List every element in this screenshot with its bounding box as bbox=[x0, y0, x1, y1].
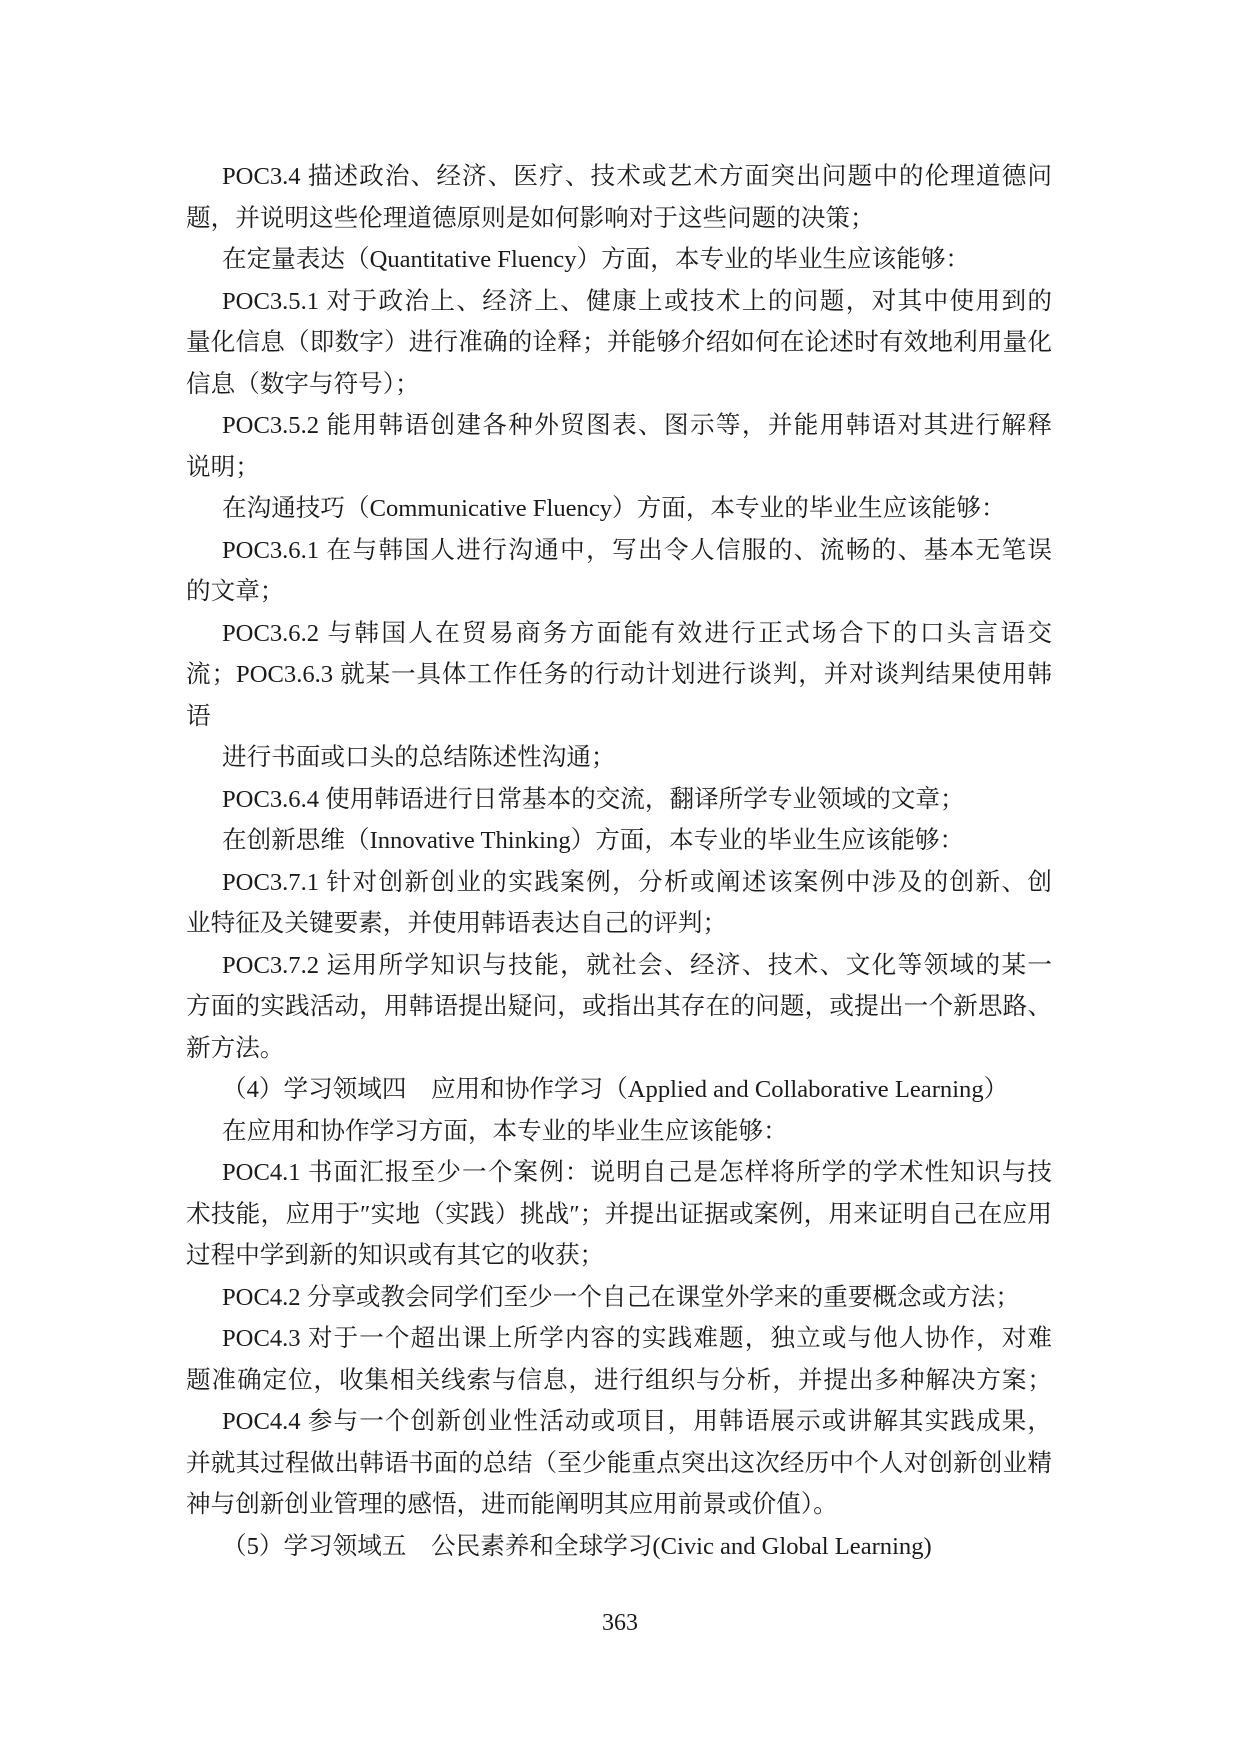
text-line: POC4.1 书面汇报至少一个案例：说明自己是怎样将所学的学术性知识与技 bbox=[222, 1159, 1052, 1186]
text-line: 方面的实践活动，用韩语提出疑问，或指出其存在的问题，或提出一个新思路、 bbox=[186, 993, 1052, 1020]
text-line: 神与创新创业管理的感悟，进而能阐明其应用前景或价值）。 bbox=[186, 1491, 838, 1518]
text-line: 新方法。 bbox=[186, 1034, 285, 1062]
text-line: （5）学习领域五 公民素养和全球学习(Civic and Global Learning) bbox=[222, 1532, 932, 1560]
text-line: 的文章； bbox=[186, 578, 285, 605]
text-line: 在定量表达（Quantitative Fluency）方面，本专业的毕业生应该能够： bbox=[222, 246, 971, 273]
text-line: 并就其过程做出韩语书面的总结（至少能重点突出这次经历中个人对创新创业精 bbox=[186, 1449, 1052, 1477]
text-line: 术技能，应用于″实地（实践）挑战″；并提出证据或案例，用来证明自己在应用 bbox=[186, 1200, 1052, 1228]
text-line: 题，并说明这些伦理道德原则是如何影响对于这些问题的决策； bbox=[186, 204, 875, 232]
text-line: POC3.6.1 在与韩国人进行沟通中，写出令人信服的、流畅的、基本无笔误 bbox=[222, 536, 1052, 564]
text-line: POC3.6.4 使用韩语进行日常基本的交流，翻译所学专业领域的文章； bbox=[222, 785, 965, 813]
text-line: POC3.7.1 针对创新创业的实践案例，分析或阐述该案例中涉及的创新、创 bbox=[222, 868, 1052, 896]
text-line: 在应用和协作学习方面，本专业的毕业生应该能够： bbox=[222, 1117, 788, 1145]
text-line: 进行书面或口头的总结陈述性沟通； bbox=[222, 744, 616, 771]
text-line: POC3.6.2 与韩国人在贸易商务方面能有效进行正式场合下的口头言语交 bbox=[222, 619, 1052, 647]
text-line: 题准确定位，收集相关线索与信息，进行组织与分析，并提出多种解决方案； bbox=[186, 1366, 1052, 1394]
text-line: POC3.5.2 能用韩语创建各种外贸图表、图示等，并能用韩语对其进行解释 bbox=[222, 412, 1052, 439]
text-line: （4）学习领域四 应用和协作学习（Applied and Collaborative Learning） bbox=[222, 1076, 1009, 1103]
document-body bbox=[186, 156, 1052, 1567]
text-line: 说明； bbox=[186, 453, 260, 481]
text-line: POC4.3 对于一个超出课上所学内容的实践难题，独立或与他人协作，对难 bbox=[222, 1325, 1052, 1352]
text-line: POC3.7.2 运用所学知识与技能，就社会、经济、技术、文化等领域的某一 bbox=[222, 951, 1052, 979]
text-line: POC3.4 描述政治、经济、医疗、技术或艺术方面突出问题中的伦理道德问 bbox=[222, 163, 1052, 190]
text-line: 信息（数字与符号）； bbox=[186, 370, 420, 398]
text-line: 语 bbox=[186, 702, 211, 730]
page-footer bbox=[0, 1608, 1240, 1638]
text-line: POC4.2 分享或教会同学们至少一个自己在课堂外学来的重要概念或方法； bbox=[222, 1283, 1020, 1311]
text-line: 业特征及关键要素，并使用韩语表达自己的评判； bbox=[186, 910, 728, 937]
text-line: 过程中学到新的知识或有其它的收获； bbox=[186, 1242, 605, 1269]
text-line: 在沟通技巧（Communicative Fluency）方面，本专业的毕业生应该能够： bbox=[222, 495, 1006, 522]
text-line: 在创新思维（Innovative Thinking）方面，本专业的毕业生应该能够： bbox=[222, 827, 965, 854]
text-line: 流；POC3.6.3 就某一具体工作任务的行动计划进行谈判，并对谈判结果使用韩 bbox=[186, 661, 1052, 688]
text-line: POC3.5.1 对于政治上、经济上、健康上或技术上的问题，对其中使用到的 bbox=[222, 287, 1052, 315]
page-number: 363 bbox=[602, 1610, 638, 1636]
text-line: 量化信息（即数字）进行准确的诠释；并能够介绍如何在论述时有效地利用量化 bbox=[186, 329, 1052, 356]
text-line: POC4.4 参与一个创新创业性活动或项目，用韩语展示或讲解其实践成果， bbox=[222, 1408, 1052, 1435]
